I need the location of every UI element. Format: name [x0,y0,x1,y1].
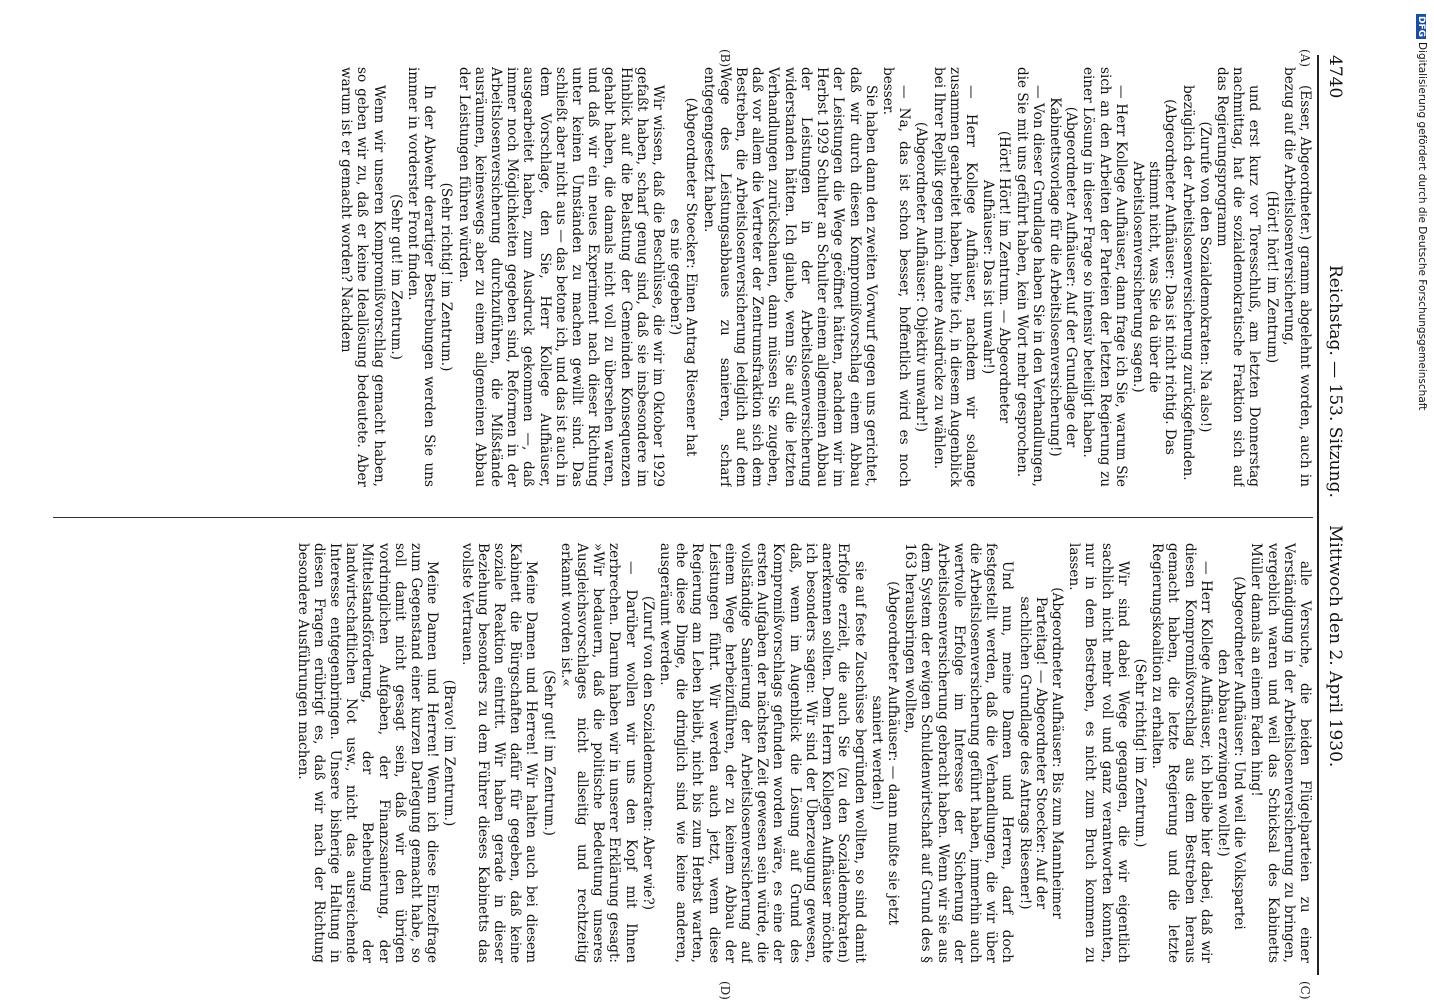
header-rule [1317,55,1319,975]
interjection: (Abgeordneter Aufhäuser: — dann mußte sie jetzt saniert werden!) [868,581,901,925]
interjection: (Sehr gut! im Zentrum.) [540,670,557,836]
speech-paragraph: Sie haben dann den zweiten Vorwurf gegen uns gerichtet, daß wir durch diesen Kompromißvorschlag einem Abbau der Leistungen die Wege geöffnet hätten, nachdem wir im Herbst 1929 Schulter an Schulter einem allgemeinen Abbau der Leistungen in der Arbeitslosenversicherung widerstanden hätten. Ich glaube, wenn Sie auf die letzten Verhandlungen zurückschauen, dann müssen Sie zugeben, daß vor allem die Vertreter der Zentrumsfraktion sich dem Bestreben, die Arbeitslosenversicherung lediglich auf dem Wege des Leistungsabbaues zu sanieren, scharf entgegengesetzt haben. [700,67,879,487]
interjection: (Abgeordneter Aufhäuser: Das ist nicht richtig. Das stimmt nicht, was Sie da über die Arbeitslosenversicherung sagen.) [1129,99,1179,455]
session-date: Mittwoch den 2. April 1930. [1325,525,1345,768]
speech-paragraph: Meine Damen und Herren! Wenn ich diese Einzelfrage zum Gegenstand einer kurzen Darlegung gemacht habe, so soll damit nicht gesagt sein, daß wir den übrigen vordringlichen Aufgaben, der Finanzsanierung, der Mittelstandsförderung, der Behebung der landwirtschaftlichen Not usw., nicht das ausreichende Interesse entgegenbringen. Unsere bisherige Haltung in diesen Fragen erübrigt es, daß wir nach der Richtung besondere Ausführungen machen. [294,543,441,963]
speech-paragraph: alle Versuche, die beiden Flügelparteien zu einer Verständigung in der Arbeitslosenversicherung zu bringen, vergeblich waren und weil das Schicksal des Kabinetts Müller damals an einem Faden hing! [1248,543,1313,963]
speech-paragraph: Wenn wir unseren Kompromißvorschlag gemacht haben, so geben wir zu, daß er keine Ideallösung bedeutete. Aber warum ist er gemacht worden? Nachdem [338,67,387,487]
speech-paragraph: sie auf feste Zuschüsse begründen wollten, so sind damit Erfolge erzielt, die auch Sie (zu den Sozialdemokraten) anerkennen sollten. Dem Herrn Kollegen Aufhäuser möchte ich besonders sagen: Wir sind der Überzeugung gewesen, daß, wenn im Augenblick die Lösung auf Grund des Kompromißvorschlags gefunden worden wäre, es eine der ersten Aufgaben der nächsten Zeit gewesen sein würde, die vollständige Sanierung der Arbeitslosenversicherung auf einem Wege herbeizuführen, der zu keinem Abbau der Leistungen führt. Wir werden auch jetzt, wenn diese Regierung am Leben bleibt, nicht bis zum Herbst warten, ehe diese Dinge, die dringlich sind wie keine anderen, ausgeräumt werden. [657,543,868,963]
margin-letter-c: (C) [1298,981,1312,1000]
speech-paragraph: — Herr Kollege Aufhäuser, ich bleibe hier dabei, daß wir diesen Kompromißvorschlag aus dem Bestreben heraus gemacht haben, die letzte Regierung und die letzte Regierungskoalition zu erhalten. [1149,543,1214,963]
margin-letter-a: (A) [1298,49,1312,68]
credit-text: Digitalisierung gefördert durch die Deutsche Forschungsgemeinschaft [1416,42,1428,411]
speech-paragraph: — Herr Kollege Aufhäuser, nachdem wir solange zusammen gearbeitet haben, bitte ich, in diesem Augenblick bei Ihrer Replik gegen mich andere Ausdrücke zu wählen. [930,67,979,487]
speech-paragraph: Meine Damen und Herren! Wir halten auch bei diesem Kabinett die Bürgschaften dafür für gegeben, daß keine soziale Reaktion eintritt. Wir haben gerade in dieser Beziehung besonders zu dem Führer dieses Kabinetts das vollste Vertrauen. [458,543,540,963]
speech-paragraph: — Herr Kollege Aufhäuser, dann frage ich Sie, warum Sie sich an den Arbeiten der Parteien der letzten Regierung zu einer Lösung in dieser Frage so intensiv beteiligt haben. [1080,67,1129,487]
interjection: (Hört! hört! im Zentrum) [1263,190,1280,364]
interjection: (Sehr richtig! im Zentrum.) [438,182,455,372]
interjection: (Abgeordneter Aufhäuser: Und weil die Volkspartei den Abbau erzwingen wollte!) [1214,576,1248,930]
speech-paragraph: Wir sind dabei Wege gegangen, die wir eigentlich sachlich nicht mehr voll und ganz verantworten konnten, nur in dem Bestreben, es nicht zum Bruch kommen zu lassen. [1066,543,1131,963]
session-title: Reichstag. — 153. Sitzung. [1325,265,1345,498]
speech-paragraph: Wir wissen, daß die Beschlüsse, die wir im Oktober 1929 gefaßt haben, scharf genug sind, daß sie insbesondere im Hinblick auf die Belastung der Gemeinden Konsequenzen gehabt haben, die damals nicht voll zu übersehen waren, und daß wir ein neues Experiment nach dieser Richtung unter keinen Umständen zu machen gewillt sind. Das schließt aber nicht aus — das betone ich, und das ist auch in dem Vorschlage, den Sie, Herr Kollege Aufhäuser, ausgearbeitet haben, zum Ausdruck gekommen —, daß immer noch Möglichkeiten gegeben sind, Reformen in der Arbeitslosenversicherung durchzuführen, die Mißstände ausräumen, keineswegs aber zu einem allgemeinen Abbau der Leistungen führen würden. [455,67,667,487]
interjection: (Hört! Hört! im Zentrum. — Abgeordneter Aufhäuser: Das ist unwahr!) [980,130,1013,424]
interjection: (Zurufe von den Sozialdemokraten: Na also!) [1196,121,1213,433]
speech-paragraph: — Na, das ist schon besser, hoffentlich wird es noch besser. [879,67,913,487]
interjection: (Abgeordneter Stoecker: Einen Antrag Riesener hat es nie gegeben?) [667,97,700,457]
interjection: (Sehr richtig! im Zentrum.) [1131,658,1148,848]
interjection: (Abgeordneter Aufhäuser: Objektiv unwahr!) [913,121,930,433]
page-number: 4740 [1325,55,1345,99]
speech-paragraph: bezüglich der Arbeitslosenversicherung zurückgefunden. [1179,85,1196,481]
margin-letter-d: (D) [718,981,732,1000]
digitization-credit [1416,14,1428,410]
speech-paragraph: Und nun, meine Damen und Herren, darf doch festgestellt werden, daß die Verhandlungen, die wir über die Arbeitslosenversicherung geführt haben, immerhin auch wertvolle Erfolge im Interesse der Sicherung der Arbeitslosenversicherung gebracht haben. Wenn wir sie aus dem System der ewigen Schuldenwirtschaft auf Grund des § 163 herausbringen wollten, [902,543,1016,963]
speech-paragraph: und erst kurz vor Toresschluß, am letzten Donnerstag nachmittag, hat die sozialdemokratische Fraktion sich auf das Regierungsprogramm [1213,67,1263,487]
speech-paragraph: In der Abwehr derartiger Bestrebungen werden Sie uns immer in vorderster Front finden. [405,67,438,487]
margin-letter-b: (B) [718,49,732,68]
interjection: (Sehr gut! im Zentrum.) [387,194,404,360]
interjection: (Abgeordneter Aufhäuser: Bis zum Mannheimer Parteitag! — Abgeordneter Stoecker: Auf der sachlichen Grundlage des Antrags Riesener!) [1016,587,1065,919]
left-text-column [53,67,1313,487]
column-divider [53,517,1313,518]
speech-paragraph: — Darüber wollen wir uns den Kopf mit Ihnen zerbrechen. Darum haben wir in unserer Erklärung gesagt: »Wir bedauern, daß die politische Bedeutung unseres Ausgleichsvorschlages nicht allseitig und rechtzeitig erkannt worden ist.« [557,543,639,963]
right-text-column [53,543,1313,963]
page-header [1319,55,1345,975]
rotated-page [25,49,1345,1000]
interjection: (Zuruf von den Sozialdemokraten: Aber wie?) [639,595,656,911]
interjection: (Bravo! im Zentrum.) [441,679,458,827]
interjection: (Abgeordneter Aufhäuser: Auf der Grundlage der Kabinettsvorlage für die Arbeitslosenversicherung!) [1046,97,1080,457]
speech-paragraph: — Von dieser Grundlage haben Sie in den Verhandlungen, die Sie mit uns geführt haben, kein Wort mehr gesprochen. [1013,67,1046,487]
speech-paragraph: (Esser, Abgeordneter.) gramm abgelehnt worden, auch in bezug auf die Arbeitslosenversicherung, [1280,67,1313,487]
dfg-logo: DFG [1416,16,1426,38]
